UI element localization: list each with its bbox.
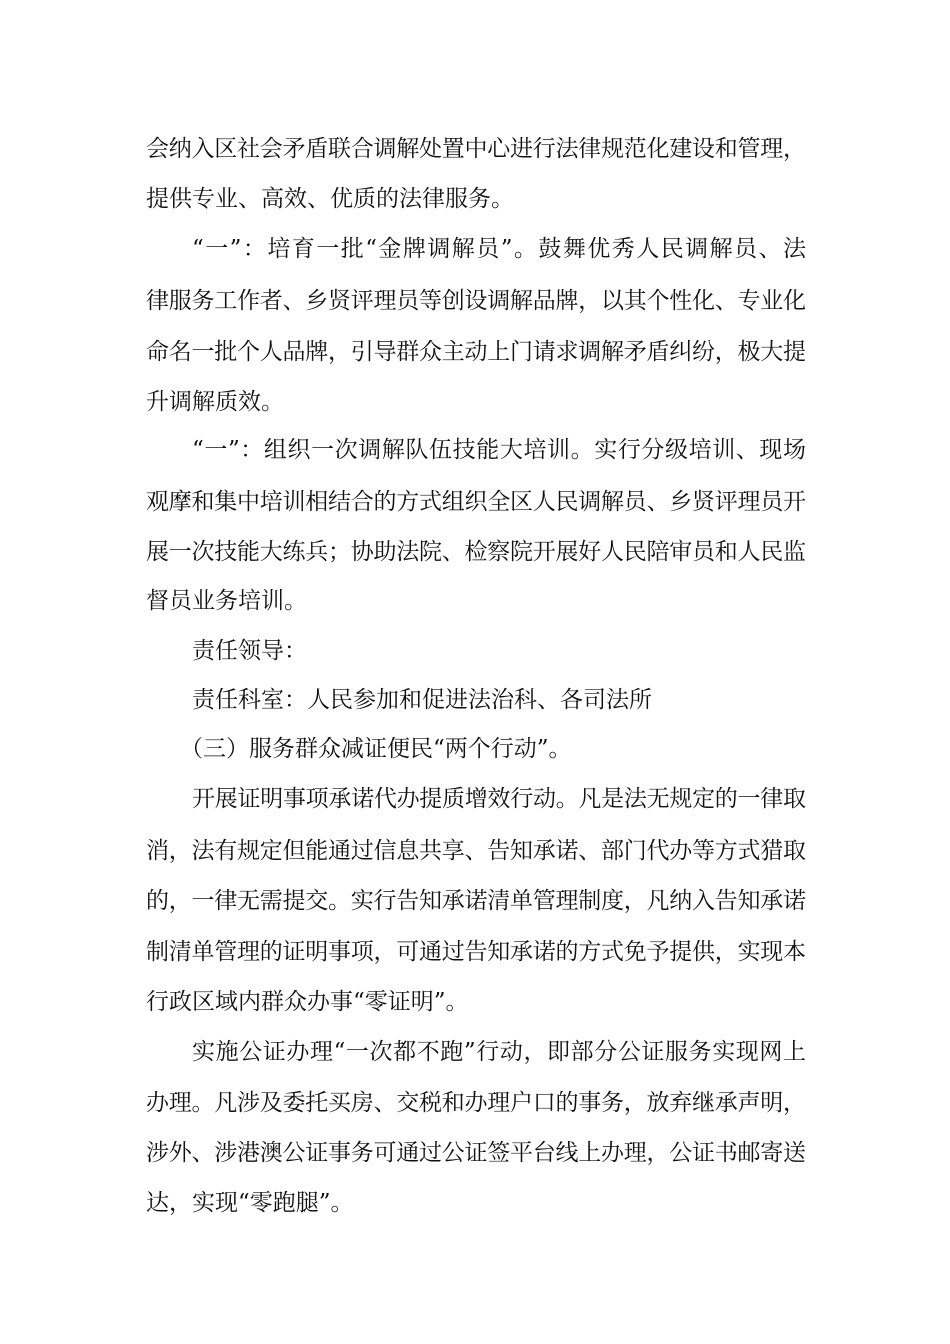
text-line: 办理。凡涉及委托买房、交税和办理户口的事务，放弃继承声明， [146,1090,806,1116]
text-line: 升调解质效。 [146,389,284,415]
text-line: 消，法有规定但能通过信息共享、告知承诺、部门代办等方式猎取 [146,838,806,864]
text-line: 制清单管理的证明事项，可通过告知承诺的方式免予提供，实现本 [146,939,806,965]
text-line: 命名一批个人品牌，引导群众主动上门请求调解矛盾纠纷，极大提 [146,339,806,365]
text-line: 行政区域内群众办事“零证明”。 [146,989,469,1015]
text-line: （三）服务群众减证便民“两个行动”。 [180,736,572,762]
text-line: 涉外、涉港澳公证事务可通过公证签平台线上办理，公证书邮寄送 [146,1140,806,1166]
text-line: 展一次技能大练兵；协助法院、检察院开展好人民陪审员和人民监 [146,539,806,565]
text-line: 律服务工作者、乡贤评理员等创设调解品牌，以其个性化、专业化 [146,288,806,314]
text-line: 实施公证办理“一次都不跑”行动，即部分公证服务实现网上 [192,1039,807,1065]
text-line: 提供专业、高效、优质的法律服务。 [146,186,514,212]
text-line: “一”：培育一批“金牌调解员”。鼓舞优秀人民调解员、法 [192,236,808,262]
text-line: 开展证明事项承诺代办提质增效行动。凡是法无规定的一律取 [192,786,806,812]
text-line: 责任科室：人民参加和促进法治科、各司法所 [192,687,652,713]
text-line: 责任领导： [192,638,307,664]
text-line: “一”：组织一次调解队伍技能大培训。实行分级培训、现场 [192,437,807,463]
text-line: 观摩和集中培训相结合的方式组织全区人民调解员、乡贤评理员开 [146,489,806,515]
text-line: 达，实现“零跑腿”。 [146,1190,354,1216]
text-line: 会纳入区社会矛盾联合调解处置中心进行法律规范化建设和管理， [146,136,806,162]
text-line: 督员业务培训。 [146,588,307,614]
text-line: 的，一律无需提交。实行告知承诺清单管理制度，凡纳入告知承诺 [146,888,806,914]
